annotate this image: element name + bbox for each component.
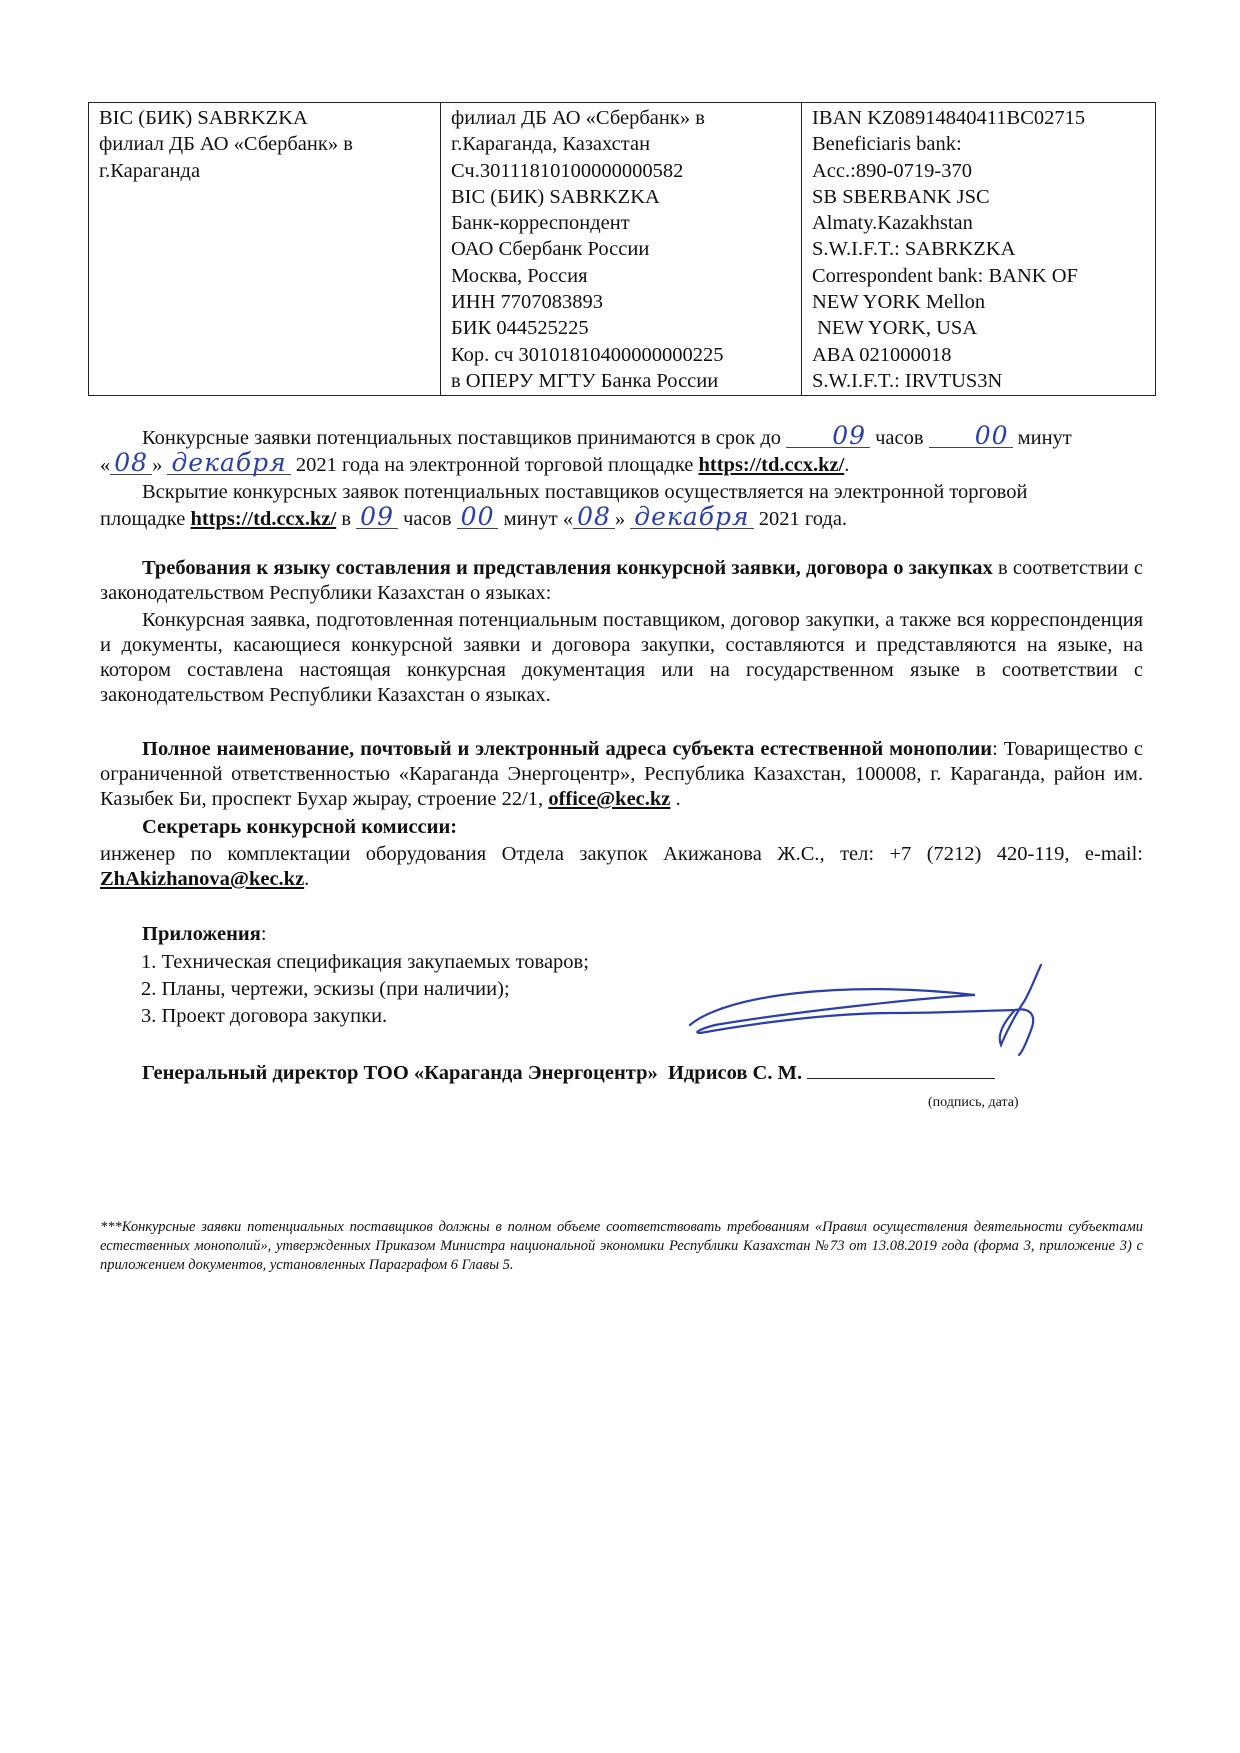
bank-line: БИК 044525225 [451, 317, 589, 340]
opening-text-3: 2021 года. [758, 508, 848, 530]
bank-line: ABA 021000018 [812, 343, 952, 366]
address-body: Товарищество с ограниченной ответственностью «Караганда Энергоцентр», Республика Казахстан, 100008, г. Караганда, район им. Казыбек Би, проспект Бухар жырау, строение 22/1, [100, 738, 1143, 810]
minutes-label: минут [1017, 427, 1072, 449]
bank-line: IBAN KZ08914840411BC02715 [812, 107, 1086, 129]
trading-platform-link[interactable]: https://td.ccx.kz/ [190, 508, 337, 530]
quote-close: » [614, 508, 626, 530]
language-body: Конкурсная заявка, подготовленная потенциальным поставщиком, договор закупки, а также вся корреспонденция и документы, касающиеся конкурсной заявки и договора закупки, составляются и представляются на языке, на котором составлена настоящая конкурсная документация или на государственном языке в соответствии с законодательством Республики Казахстан о языках. [100, 609, 1143, 706]
bank-line: NEW YORK, USA [812, 317, 978, 340]
bank-line: Банк-корреспондент [451, 212, 630, 235]
address-section [100, 737, 1143, 812]
period: . [304, 868, 310, 890]
bank-line: в ОПЕРУ МГТУ Банка России [451, 369, 719, 392]
signature-blank-line [807, 1060, 995, 1079]
deadline-paragraph-line2 [100, 448, 1143, 478]
period: . [675, 788, 681, 810]
minutes-label: минут « [503, 508, 574, 530]
bank-column-3 [801, 103, 1155, 395]
bank-line: Almaty.Kazakhstan [812, 212, 973, 235]
bank-line: Кор. сч 30101810400000000225 [451, 343, 724, 366]
bank-line: Beneficiaris bank: [812, 133, 962, 156]
opening-paragraph [100, 480, 1143, 505]
handwritten-day: 08 [573, 506, 615, 529]
bank-line: ИНН 7707083893 [451, 291, 604, 314]
quote-open: « [100, 454, 111, 476]
bank-line: BIC (БИК) SABRKZKA [99, 107, 308, 129]
bank-line: Acc.:890-0719-370 [812, 159, 972, 182]
opening-text-2: площадке [100, 508, 186, 530]
trading-platform-link[interactable]: https://td.ccx.kz/ [698, 454, 845, 476]
secretary-details [100, 842, 1143, 892]
bank-line: г.Караганда [99, 159, 201, 182]
handwritten-month: декабря [167, 452, 290, 475]
quote-close: » [152, 454, 163, 476]
handwritten-minutes: 00 [929, 425, 1013, 448]
secretary-line: инженер по комплектации оборудования Отдела закупок Акижанова Ж.С., тел: +7 (7212) 420-119, e-mail: [100, 843, 1143, 865]
bank-line: Correspondent bank: BANK OF [812, 264, 1078, 287]
signoff-text: Генеральный директор ТОО «Караганда Энергоцентр» Идрисов С. М. [142, 1062, 803, 1084]
hours-label: часов [403, 508, 452, 530]
language-requirements [100, 556, 1143, 606]
bank-column-2 [440, 103, 801, 395]
appendix-item: 2. Планы, чертежи, эскизы (при наличии); [141, 978, 510, 1000]
bank-line: Сч.30111810100000000582 [451, 159, 684, 182]
appendix-heading: Приложения [142, 923, 261, 945]
signoff-line [100, 1060, 1143, 1086]
deadline-text: Конкурсные заявки потенциальных поставщиков принимаются в срок до [142, 427, 782, 449]
bank-line: филиал ДБ АО «Сбербанк» в [451, 107, 705, 129]
period: . [844, 454, 850, 476]
bank-line: Москва, Россия [451, 264, 588, 287]
opening-text: Вскрытие конкурсных заявок потенциальных поставщиков осуществляется на электронной торговой [142, 481, 1028, 503]
colon: : [992, 738, 998, 760]
hours-label: часов [875, 427, 924, 449]
appendix-item: 1. Техническая спецификация закупаемых товаров; [141, 951, 589, 973]
bank-line: SB SBERBANK JSC [812, 185, 990, 208]
bank-line: BIC (БИК) SABRKZKA [451, 185, 660, 208]
office-email-link[interactable]: office@kec.kz [548, 788, 671, 810]
secretary-email-link[interactable]: ZhAkizhanova@kec.kz [100, 868, 305, 890]
secretary-heading: Секретарь конкурсной комиссии: [142, 816, 458, 838]
handwritten-hours: 09 [786, 425, 870, 448]
colon: : [260, 923, 267, 945]
handwritten-month: декабря [630, 506, 753, 529]
language-heading: Требования к языку составления и представления конкурсной заявки, договора о закупках [142, 557, 993, 579]
signature-caption: (подпись, дата) [928, 1095, 1019, 1110]
bank-line: NEW YORK Mellon [812, 291, 986, 314]
handwritten-minutes: 00 [457, 506, 499, 529]
in-word: в [341, 508, 352, 530]
bank-line: ОАО Сбербанк России [451, 238, 650, 261]
appendix-heading-line [100, 922, 1143, 947]
bank-line: филиал ДБ АО «Сбербанк» в [99, 133, 353, 156]
bank-details-table [88, 102, 1156, 396]
opening-paragraph-line2 [100, 502, 1143, 532]
appendix-item: 3. Проект договора закупки. [141, 1005, 388, 1027]
bank-column-1 [89, 103, 440, 395]
deadline-text-2: 2021 года на электронной торговой площадке [295, 454, 694, 476]
bank-line: S.W.I.F.T.: IRVTUS3N [812, 369, 1003, 392]
handwritten-signature [685, 955, 1065, 1065]
language-heading-tail: в соответствии с законодательством Республики Казахстан о языках: [100, 557, 1143, 604]
footnote: ***Конкурсные заявки потенциальных поставщиков должны в полном объеме соответствовать требованиям «Правил осуществления деятельности субъектами естественных монополий», утвержденных Приказом Министра национальной экономики Республики Казахстан №73 от 13.08.2019 года (форма 3, приложение 3) с приложением документов, установленных Параграфом 6 Главы 5. [100, 1219, 1143, 1273]
handwritten-day: 08 [110, 452, 152, 475]
bank-line: г.Караганда, Казахстан [451, 133, 651, 156]
secretary-section [100, 815, 1143, 840]
handwritten-hours: 09 [356, 506, 398, 529]
address-heading: Полное наименование, почтовый и электронный адреса субъекта естественной монополии [142, 738, 993, 760]
bank-line: S.W.I.F.T.: SABRKZKA [812, 238, 1016, 261]
